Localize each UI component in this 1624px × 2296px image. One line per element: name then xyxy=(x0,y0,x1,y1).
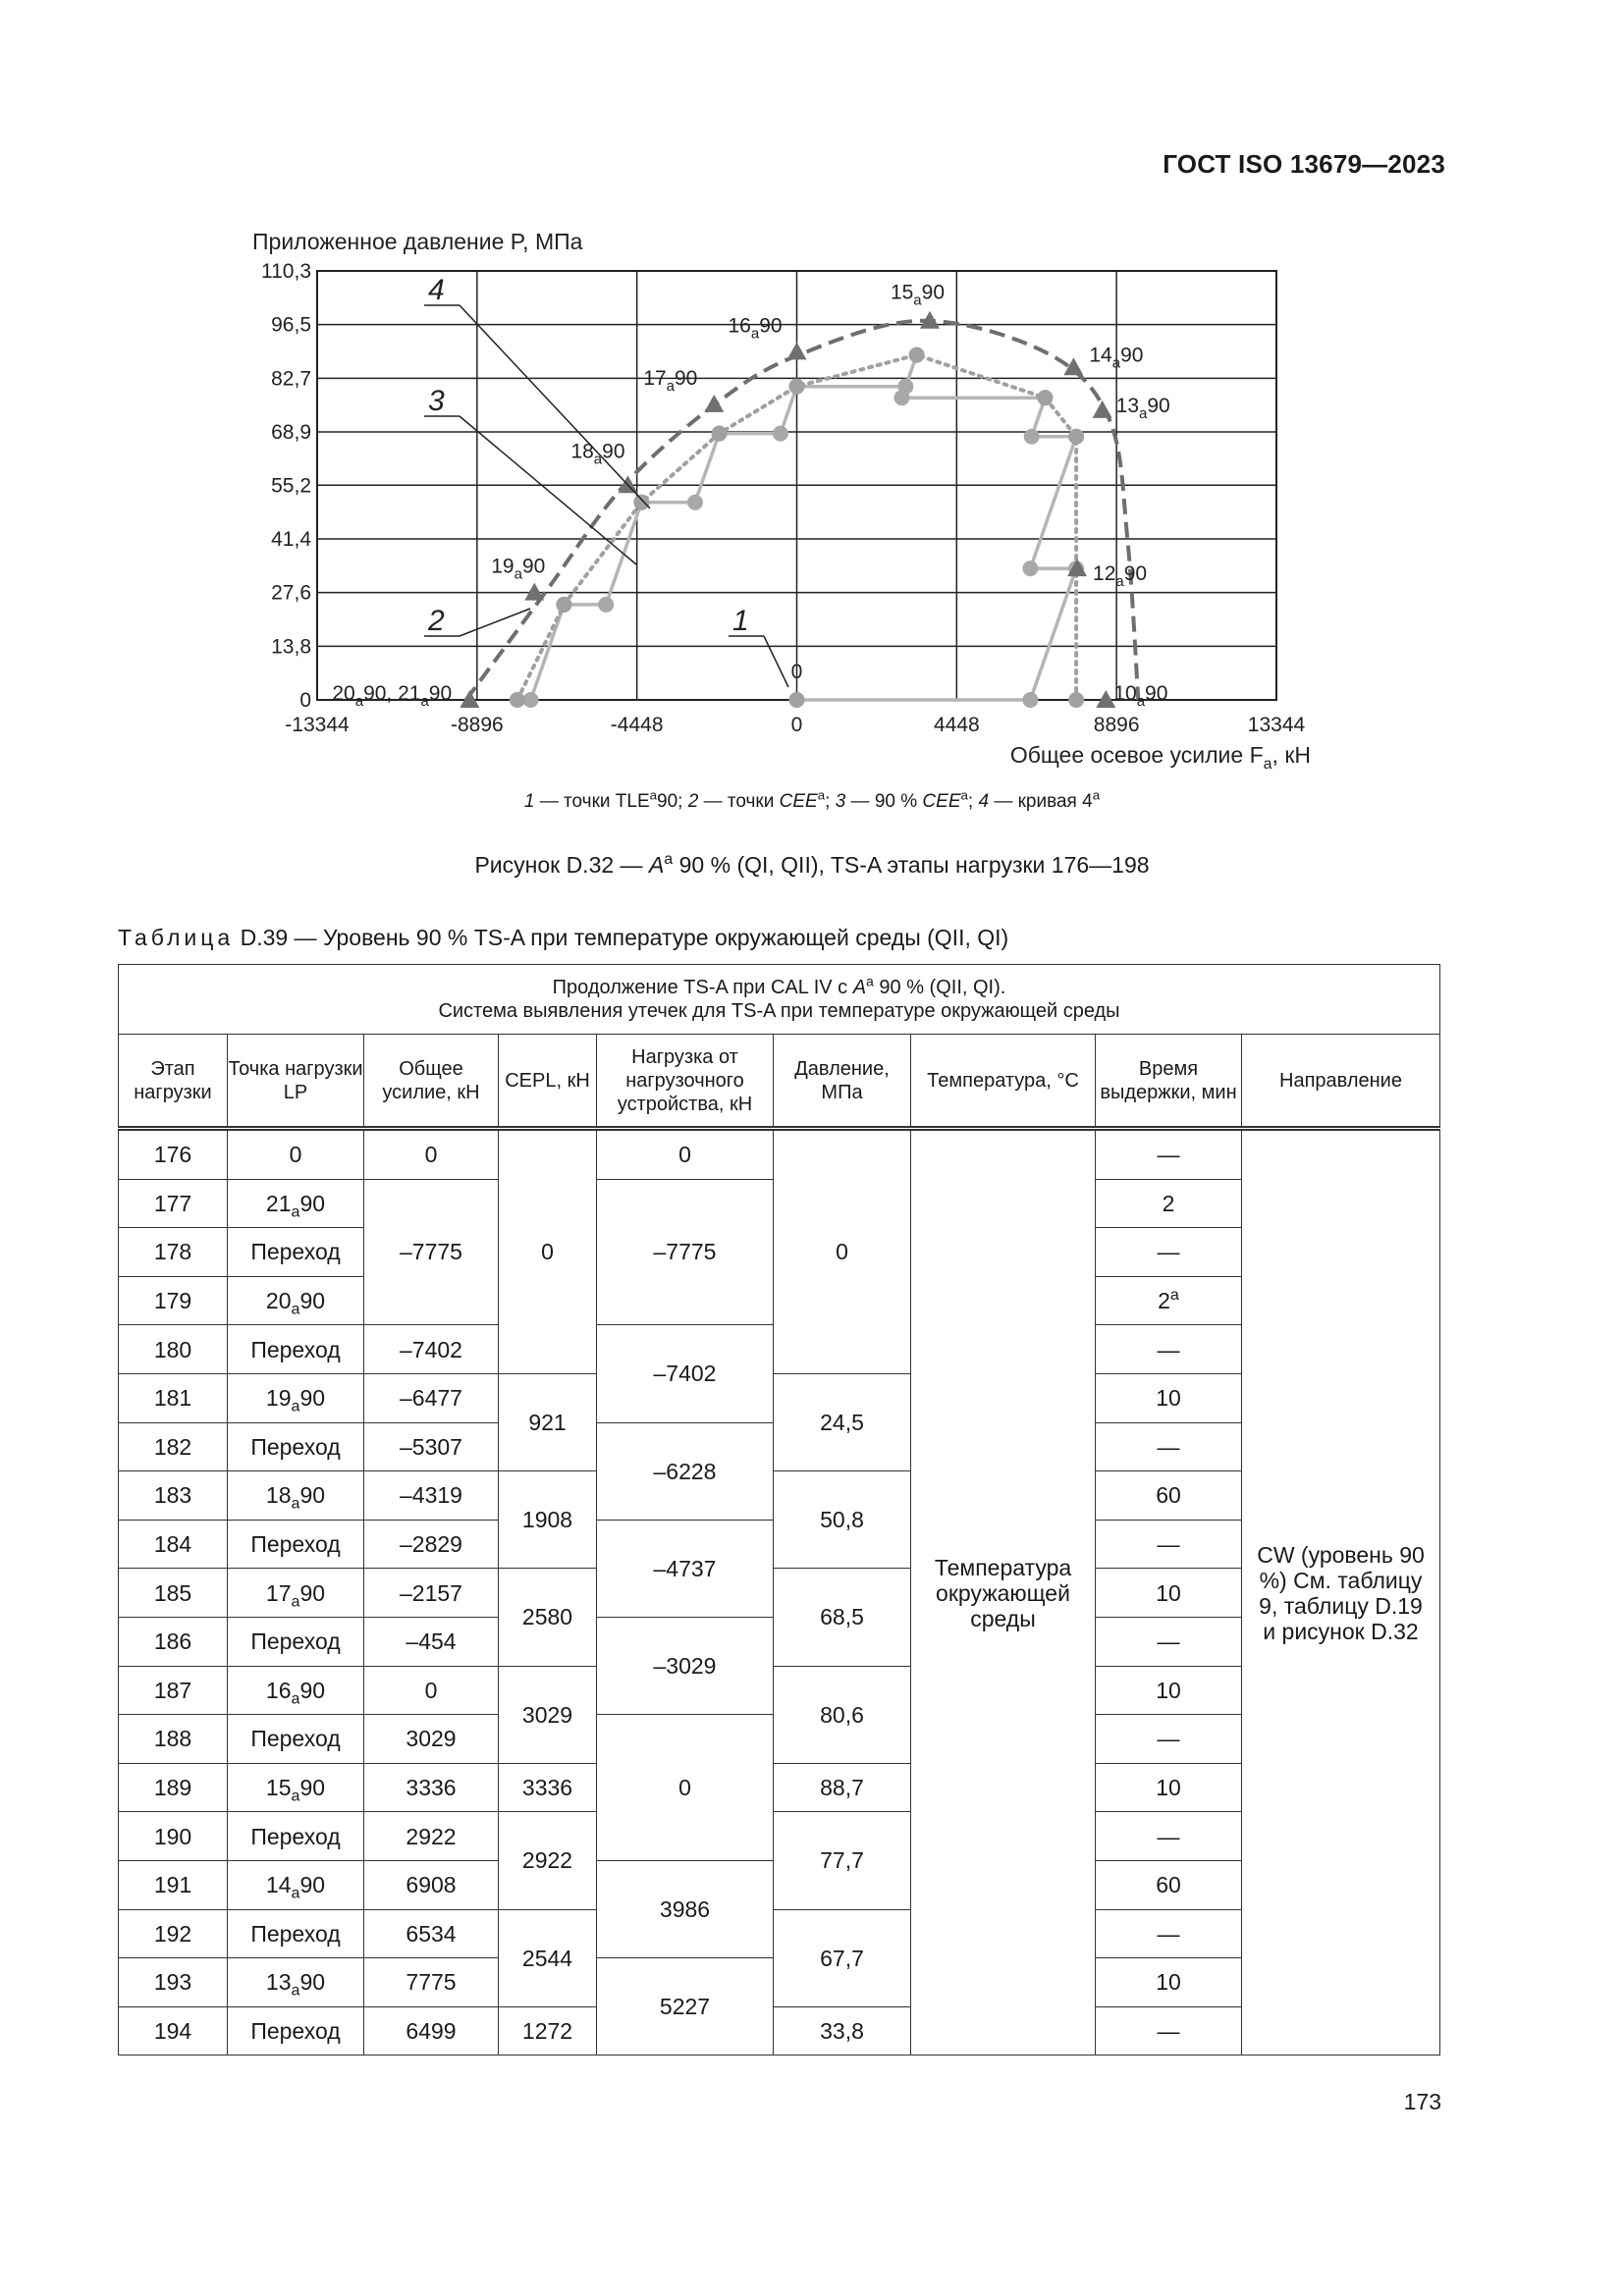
table-row: 182 Переход –5307 –6228 — xyxy=(119,1422,1440,1471)
y-tick-label: 55,2 xyxy=(271,474,311,498)
x-tick-label: -8896 xyxy=(450,714,504,736)
col-header-time: Время выдержки, мин xyxy=(1096,1035,1242,1129)
marker-label: $18_a90$ xyxy=(570,440,625,468)
marker-triangle xyxy=(1093,400,1112,418)
table-title: Таблица D.39 — Уровень 90 % TS-A при температуре окружающей среды (QII, QI) xyxy=(118,925,1009,950)
y-tick-label: 96,5 xyxy=(271,313,311,337)
direction-cell: CW (уровень 90 %) См. таблицу 9, таблицу D.19 и рисунок D.32 xyxy=(1242,1129,1440,2056)
temperature-cell: Температура окружающей среды xyxy=(911,1129,1096,2056)
marker-label: $13_a90$ xyxy=(1115,394,1170,422)
chart xyxy=(0,0,1624,785)
figure-caption: Рисунок D.32 — $A^a$ 90 % (QI, QII), TS-A этапы нагрузки 176—198 xyxy=(474,850,1150,878)
series-3-point xyxy=(1022,692,1038,708)
table-row: 192 Переход 6534 2544 67,7 — xyxy=(119,1909,1440,1958)
table-row: 194 Переход 6499 1272 33,8 — xyxy=(119,2006,1440,2056)
marker-label: $17_a90$ xyxy=(643,366,698,395)
col-header-lp: Точка нагрузки LP xyxy=(228,1035,364,1129)
y-tick-label: 0 xyxy=(299,689,311,712)
chart-series xyxy=(460,311,1138,708)
y-tick-label: 13,8 xyxy=(271,635,311,659)
table-row: 178 Переход — xyxy=(119,1228,1440,1277)
table-row: 180 Переход –7402 –7402 — xyxy=(119,1325,1440,1374)
series-3-point xyxy=(893,390,909,405)
page-number: 173 xyxy=(1403,2089,1441,2114)
callout-leader xyxy=(764,636,788,687)
table-row: 188 Переход 3029 0 — xyxy=(119,1715,1440,1764)
callout-label: 1 xyxy=(732,605,749,637)
col-header-cepl: CEPL, кН xyxy=(499,1035,597,1129)
table-row: 185 $17_a90$ –2157 2580 68,5 10 xyxy=(119,1569,1440,1618)
callout-label: 2 xyxy=(428,605,445,637)
col-header-pressure: Давление, МПа xyxy=(774,1035,911,1129)
marker-label: $19_a90$ xyxy=(491,555,546,583)
series-3-line xyxy=(531,355,1077,700)
series-2-point xyxy=(556,597,571,613)
callout-leader xyxy=(460,305,650,508)
x-tick-label: 13344 xyxy=(1247,714,1306,736)
x-tick-label: -13344 xyxy=(285,714,350,736)
marker-triangle xyxy=(704,395,724,412)
col-header-direction: Направление xyxy=(1242,1035,1440,1129)
table-row: 189 $15_a90$ 3336 3336 88,7 10 xyxy=(119,1763,1440,1812)
x-tick-label: 4448 xyxy=(933,714,980,736)
series-3-point xyxy=(523,692,539,708)
series-2-point xyxy=(633,495,649,510)
x-axis-label: Общее осевое усилие $F_a$, кН xyxy=(1009,742,1311,773)
series-1-point xyxy=(789,692,805,708)
table-top-header: Продолжение TS-A при CAL IV с $A^a$ 90 % (QII, QI). Система выявления утечек для TS-A при температуре окружающей среды xyxy=(119,965,1440,1035)
series-2-point xyxy=(909,347,925,363)
table-row: 193 $13_a90$ 7775 5227 10 xyxy=(119,1958,1440,2007)
table-row: 177 $21_a90$ –7775 –7775 2 xyxy=(119,1179,1440,1228)
table-row: 184 Переход –2829 –4737 — xyxy=(119,1520,1440,1569)
series-3-point xyxy=(773,426,788,442)
series-2-point xyxy=(510,692,525,708)
document-header: ГОСТ ISO 13679—2023 xyxy=(1163,149,1445,179)
x-tick-label: -4448 xyxy=(610,714,664,736)
callout-label: 3 xyxy=(428,385,445,417)
y-tick-label: 41,4 xyxy=(271,527,311,551)
marker-label: $14_a90$ xyxy=(1089,344,1144,372)
series-2-point xyxy=(1068,692,1084,708)
callout-leader xyxy=(460,609,530,636)
series-2-point xyxy=(712,426,728,442)
x-tick-label: 0 xyxy=(790,714,803,736)
col-header-force: Общее усилие, кН xyxy=(364,1035,499,1129)
series-3-point xyxy=(598,597,614,613)
point-zero-label: 0 xyxy=(790,661,803,683)
marker-label: $15_a90$ xyxy=(890,281,946,309)
callout-label: 4 xyxy=(428,274,445,306)
marker-triangle xyxy=(524,583,544,601)
marker-label: $10_a90$ xyxy=(1113,682,1168,710)
series-2-point xyxy=(1068,429,1084,445)
table-row: 191 $14_a90$ 6908 3986 60 xyxy=(119,1860,1440,1909)
x-tick-label: 8896 xyxy=(1093,714,1140,736)
table-row: 176 0 0 0 0 0 Температура окружающей среды — CW (уровень 90 %) См. таблицу 9, таблицу D.19 и рисунок D.32 xyxy=(119,1129,1440,1180)
series-3-point xyxy=(1024,429,1040,445)
y-tick-label: 110,3 xyxy=(261,260,311,283)
table-row: 179 $20_a90$ $2^а$ xyxy=(119,1276,1440,1325)
col-header-stage: Этап нагрузки xyxy=(119,1035,228,1129)
table-row: 183 $18_a90$ –4319 1908 50,8 60 xyxy=(119,1471,1440,1521)
series-2-point xyxy=(789,379,805,395)
y-axis-label: Приложенное давление P, МПа xyxy=(252,229,583,254)
table-row: 187 $16_a90$ 0 3029 80,6 10 xyxy=(119,1666,1440,1715)
marker-label: $16_a90$ xyxy=(728,314,783,343)
chart-labels xyxy=(252,229,1311,773)
y-tick-label: 82,7 xyxy=(271,367,311,391)
marker-label: $20_a90$, $21_a90$ xyxy=(332,682,453,710)
data-table xyxy=(118,964,1440,2056)
figure-legend: 1 — точки TLE$^a$90; 2 — точки CEE$^a$; 3 — 90 % CEE$^a$; 4 — кривая 4$^a$ xyxy=(523,787,1101,812)
y-tick-label: 68,9 xyxy=(271,421,311,445)
series-2-point xyxy=(1037,390,1053,405)
marker-triangle xyxy=(787,342,807,359)
table-row: 190 Переход 2922 2922 77,7 — xyxy=(119,1812,1440,1861)
series-3-point xyxy=(687,495,703,510)
table-row: 181 $19_a90$ –6477 921 24,5 10 xyxy=(119,1373,1440,1422)
marker-label: $12_a90$ xyxy=(1093,562,1148,591)
series-3-point xyxy=(1022,561,1038,576)
col-header-load: Нагрузка от нагрузочного устройства, кН xyxy=(597,1035,774,1129)
table-row: 186 Переход –454 –3029 — xyxy=(119,1617,1440,1666)
y-tick-label: 27,6 xyxy=(271,581,311,605)
col-header-temperature: Температура, °С xyxy=(911,1035,1096,1129)
callout-leader xyxy=(460,416,636,564)
